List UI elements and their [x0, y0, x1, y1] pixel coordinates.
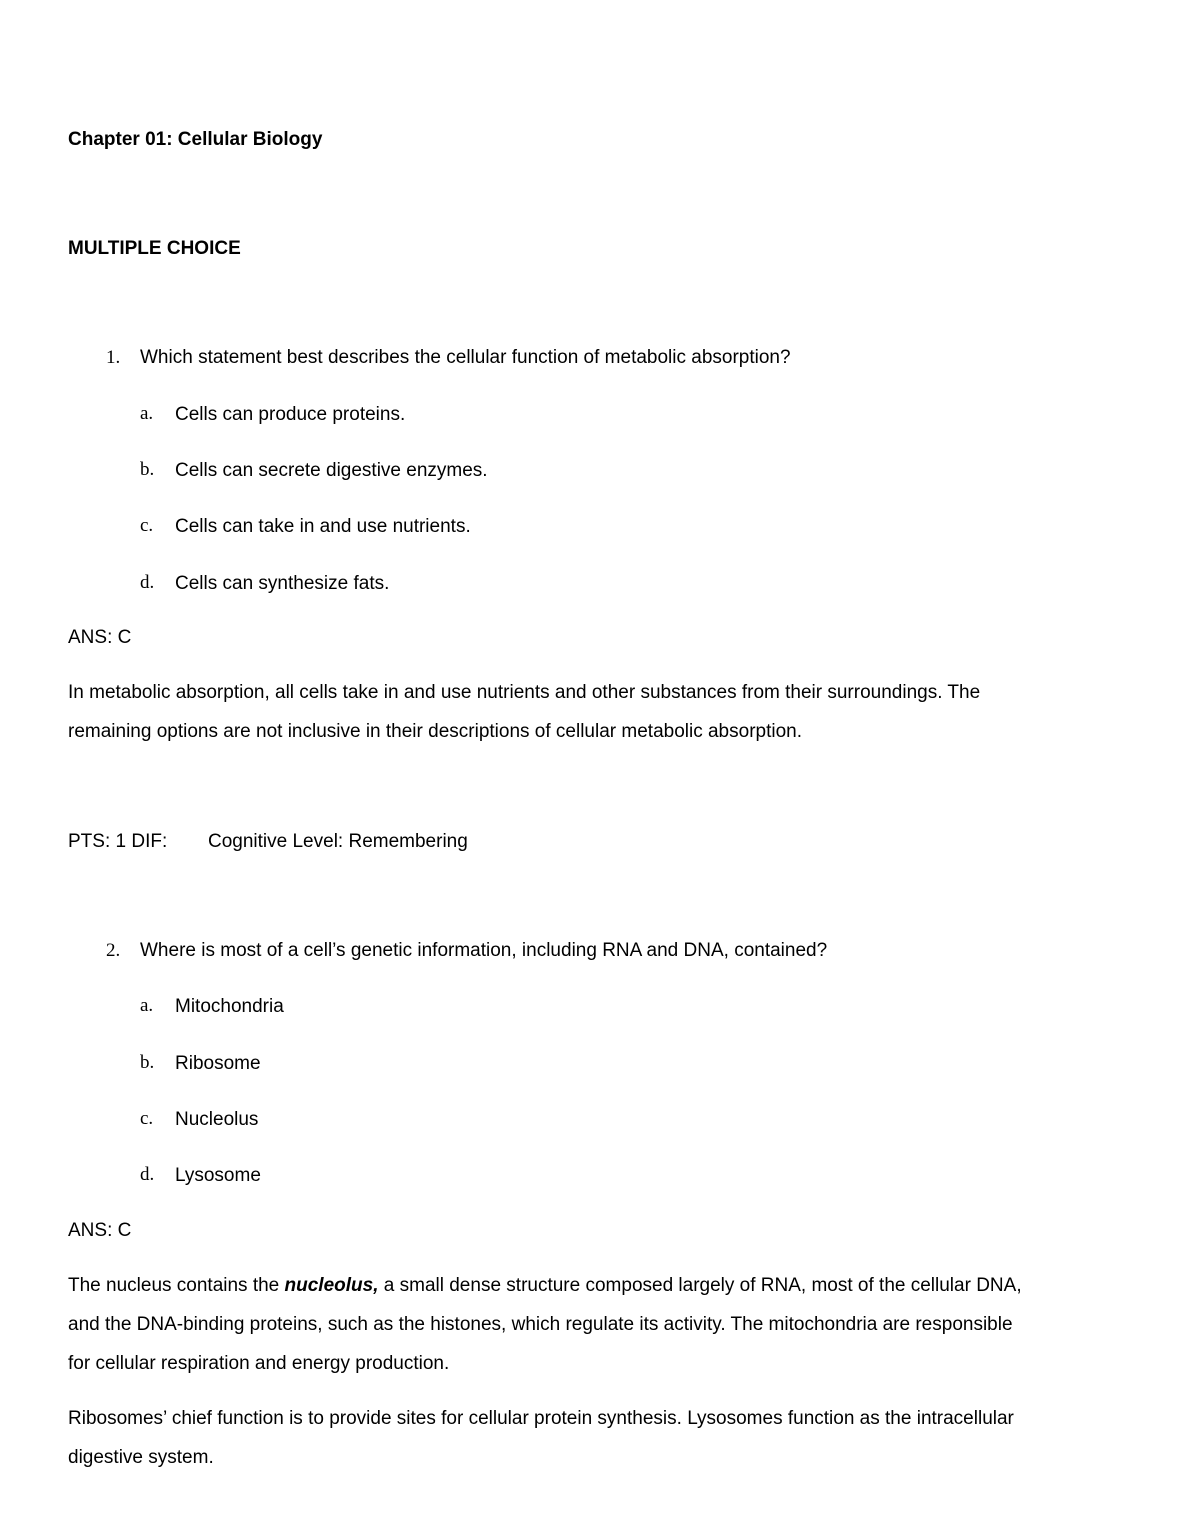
- rationale-line: In metabolic absorption, all cells take in and use nutrients and other substances from their surroundings. The: [68, 682, 981, 703]
- rationale-line: remaining options are not inclusive in their descriptions of cellular metabolic absorption.: [68, 721, 802, 742]
- rationale-line: [68, 1274, 1022, 1298]
- answer: ANS: C: [68, 627, 132, 648]
- option-text: Nucleolus: [175, 1109, 259, 1130]
- question-number: 2.: [106, 940, 121, 961]
- option-text: Mitochondria: [175, 996, 284, 1017]
- chapter-title: Chapter 01: Cellular Biology: [68, 129, 323, 150]
- rationale-line: digestive system.: [68, 1447, 214, 1468]
- option-text: Cells can secrete digestive enzymes.: [175, 460, 488, 481]
- answer: ANS: C: [68, 1220, 132, 1241]
- emphasized-term: nucleolus,: [284, 1275, 379, 1296]
- option-text: Cells can take in and use nutrients.: [175, 516, 471, 537]
- option-letter: b.: [140, 459, 155, 480]
- option-text: Cells can produce proteins.: [175, 404, 406, 425]
- rationale-line: for cellular respiration and energy production.: [68, 1353, 450, 1374]
- rationale-line: Ribosomes’ chief function is to provide sites for cellular protein synthesis. Lysosomes function as the intracellular: [68, 1408, 1014, 1429]
- cognitive-level: Cognitive Level: Remembering: [208, 831, 468, 852]
- option-text: Cells can synthesize fats.: [175, 573, 390, 594]
- option-letter: c.: [140, 1108, 154, 1129]
- section-title: MULTIPLE CHOICE: [68, 238, 241, 259]
- points-difficulty: PTS: 1 DIF:: [68, 831, 168, 852]
- option-letter: d.: [140, 572, 155, 593]
- option-letter: a.: [140, 995, 154, 1016]
- rationale-text: The nucleus contains the: [68, 1275, 285, 1296]
- option-letter: a.: [140, 403, 154, 424]
- option-text: Lysosome: [175, 1165, 261, 1186]
- option-letter: b.: [140, 1052, 155, 1073]
- option-letter: d.: [140, 1164, 155, 1185]
- question-number: 1.: [106, 347, 121, 368]
- option-text: Ribosome: [175, 1053, 261, 1074]
- rationale-line: and the DNA-binding proteins, such as the histones, which regulate its activity. The mitochondria are responsible: [68, 1314, 1013, 1335]
- rationale-text: a small dense structure composed largely of RNA, most of the cellular DNA,: [378, 1275, 1022, 1296]
- option-letter: c.: [140, 515, 154, 536]
- question-stem: Where is most of a cell’s genetic information, including RNA and DNA, contained?: [140, 940, 828, 961]
- question-stem: Which statement best describes the cellular function of metabolic absorption?: [140, 347, 791, 368]
